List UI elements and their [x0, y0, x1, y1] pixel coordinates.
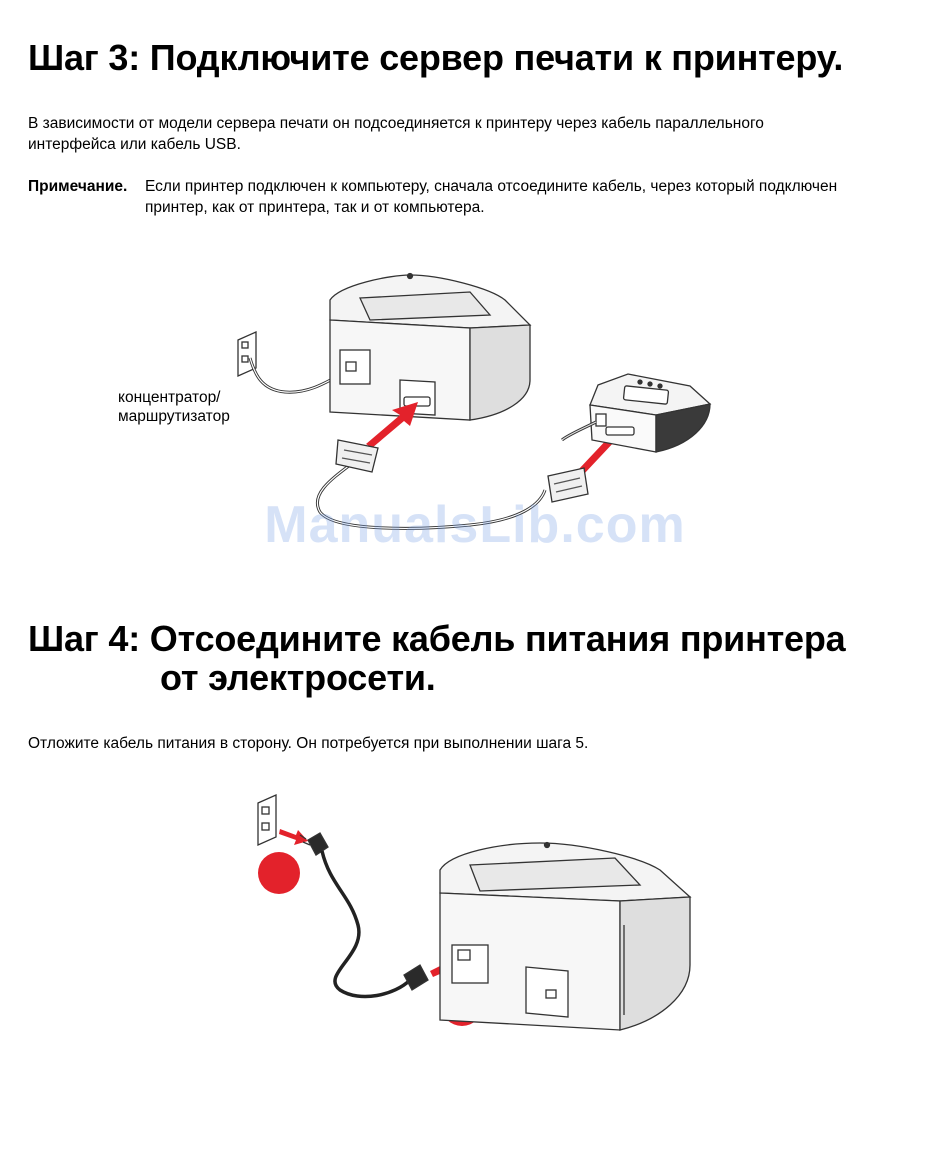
note-label: Примечание.: [28, 178, 128, 195]
step3-body-line2: интерфейса или кабель USB.: [28, 136, 241, 153]
step3-title: Шаг 3: Подключите сервер печати к принтеру.: [28, 37, 844, 78]
step-marker-icon: [258, 852, 300, 894]
printer-icon: [330, 274, 530, 421]
step4-title-line2: от электросети.: [160, 657, 436, 698]
note-text: [145, 176, 935, 218]
power-connector-icon: [404, 965, 428, 990]
wall-outlet-icon: [258, 795, 276, 845]
step4-title-line1: Шаг 4: Отсоедините кабель питания принтера: [28, 618, 846, 659]
step3-body-line1: В зависимости от модели сервера печати он подсоединяется к принтеру через кабель параллельного: [28, 115, 764, 132]
note-text-line2: принтер, как от принтера, так и от компьютера.: [145, 199, 485, 216]
printer-icon: [440, 843, 690, 1031]
note-text-line1: Если принтер подключен к компьютеру, сначала отсоедините кабель, через который подключен: [145, 178, 838, 195]
hub-router-label-line1: концентратор/: [118, 389, 221, 406]
hub-router-label: [118, 388, 230, 426]
watermark: ManualsLib.com: [264, 496, 686, 554]
power-cable: [322, 851, 410, 997]
print-server-icon: [590, 374, 710, 452]
hub-router-label-line2: маршрутизатор: [118, 408, 230, 425]
step4-body: Отложите кабель питания в сторону. Он потребуется при выполнении шага 5.: [28, 735, 589, 752]
step4-illustration: [0, 785, 950, 1045]
